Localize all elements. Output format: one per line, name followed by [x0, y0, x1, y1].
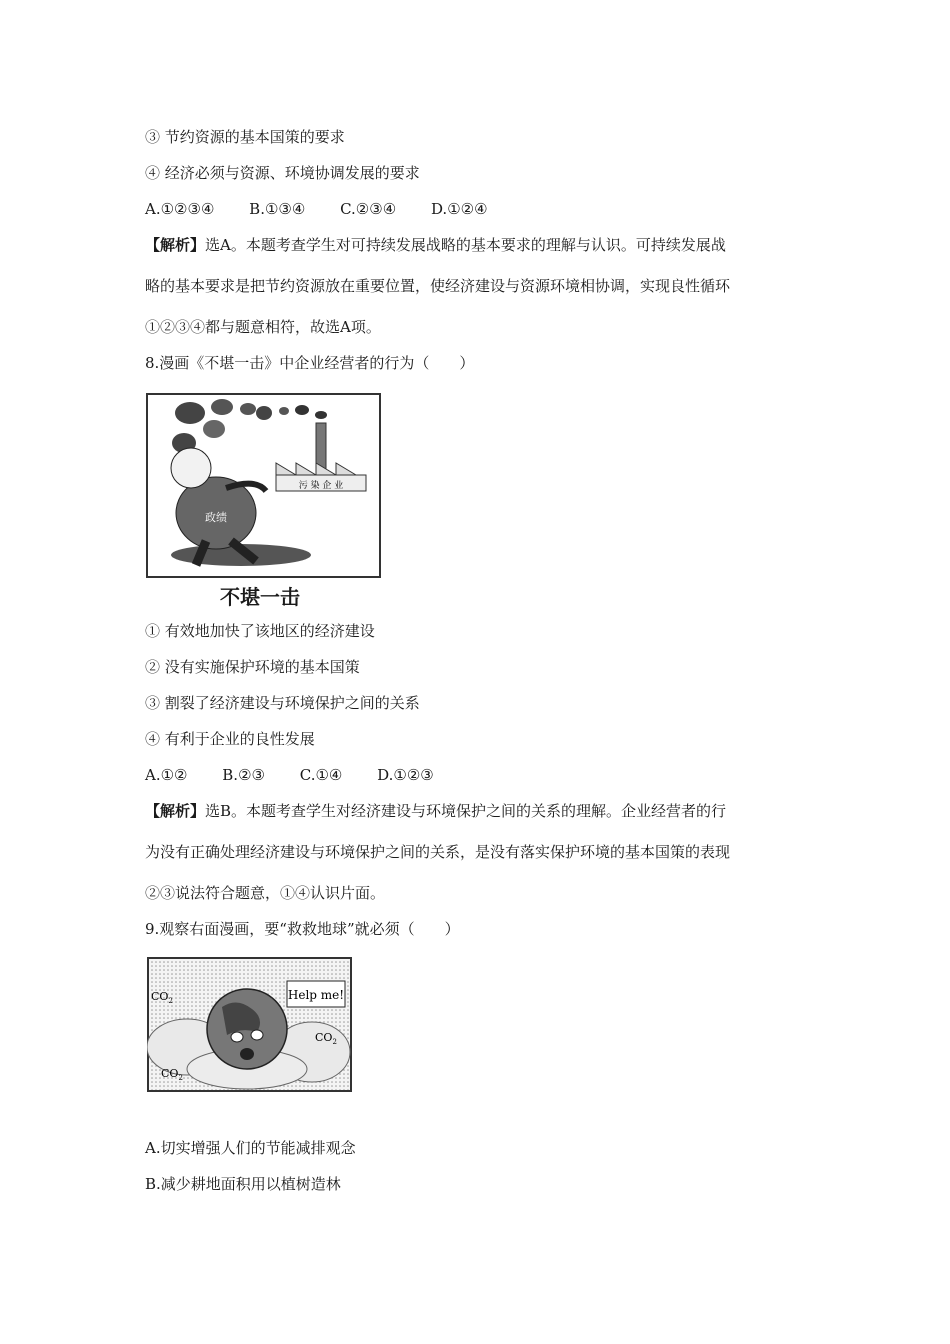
q9-option-b: B.减少耕地面积用以植树造林 [145, 1175, 341, 1193]
q8-option-a: A.①② [145, 766, 188, 784]
co2-3-main: CO [161, 1067, 179, 1080]
q7-option-c: C.②③④ [340, 200, 397, 218]
q7-option-d: D.①②④ [430, 200, 488, 218]
q7-analysis-line-3: ①②③④都与题意相符，故选A项。 [145, 318, 381, 336]
q8-option-d: D.①②③ [377, 766, 434, 784]
q8-item-1: ① 有效地加快了该地区的经济建设 [145, 622, 375, 640]
q9-stem: 9.观察右面漫画，要“救救地球”就必须（ ） [145, 920, 460, 938]
q8-cartoon-drawing [146, 393, 381, 578]
q7-item-3: ③ 节约资源的基本国策的要求 [145, 128, 345, 146]
q8-analysis-line-2: 为没有正确处理经济建设与环境保护之间的关系，是没有落实保护环境的基本国策的表现 [145, 843, 731, 861]
q8-analysis-line-1 [145, 801, 726, 821]
q8-analysis-line-3: ②③说法符合题意，①④认识片面。 [145, 884, 386, 902]
co2-3-sub: 2 [178, 1074, 183, 1082]
q8-stem: 8.漫画《不堪一击》中企业经营者的行为（ ） [145, 354, 475, 372]
q7-analysis-tag: 【解析】 [145, 236, 206, 254]
co2-1-main: CO [151, 990, 169, 1003]
q8-analysis-text-1: 选B。本题考查学生对经济建设与环境保护之间的关系的理解。企业经营者的行 [205, 802, 727, 820]
q9-cartoon [147, 957, 352, 1092]
q8-analysis-tag: 【解析】 [145, 802, 206, 820]
q9-option-a: A.切实增强人们的节能减排观念 [145, 1139, 356, 1157]
q7-options [145, 199, 518, 219]
speech-text: Help me! [287, 988, 345, 1002]
q8-cartoon [146, 393, 381, 578]
q8-cartoon-caption: 不堪一击 [220, 585, 300, 609]
q9-cartoon-drawing [147, 957, 352, 1092]
q8-option-b: B.②③ [222, 766, 265, 784]
q7-option-a: A.①②③④ [145, 200, 215, 218]
q8-item-4: ④ 有利于企业的良性发展 [145, 730, 315, 748]
q8-item-2: ② 没有实施保护环境的基本国策 [145, 658, 360, 676]
q8-item-3: ③ 割裂了经济建设与环境保护之间的关系 [145, 694, 420, 712]
q7-analysis-line-1 [145, 235, 726, 255]
factory-sign: 污 染 企 业 [298, 481, 344, 491]
figure-label: 政绩 [205, 511, 227, 524]
q7-analysis-line-2: 略的基本要求是把节约资源放在重要位置，使经济建设与资源环境相协调，实现良性循环 [145, 277, 731, 295]
q8-options [145, 765, 464, 785]
q7-analysis-text-1: 选A。本题考查学生对可持续发展战略的基本要求的理解与认识。可持续发展战 [205, 236, 726, 254]
q8-option-c: C.①④ [299, 766, 343, 784]
co2-2-sub: 2 [332, 1038, 337, 1046]
co2-1-sub: 2 [168, 997, 173, 1005]
q7-item-4: ④ 经济必须与资源、环境协调发展的要求 [145, 164, 420, 182]
q7-option-b: B.①③④ [249, 200, 306, 218]
co2-2-main: CO [315, 1031, 333, 1044]
